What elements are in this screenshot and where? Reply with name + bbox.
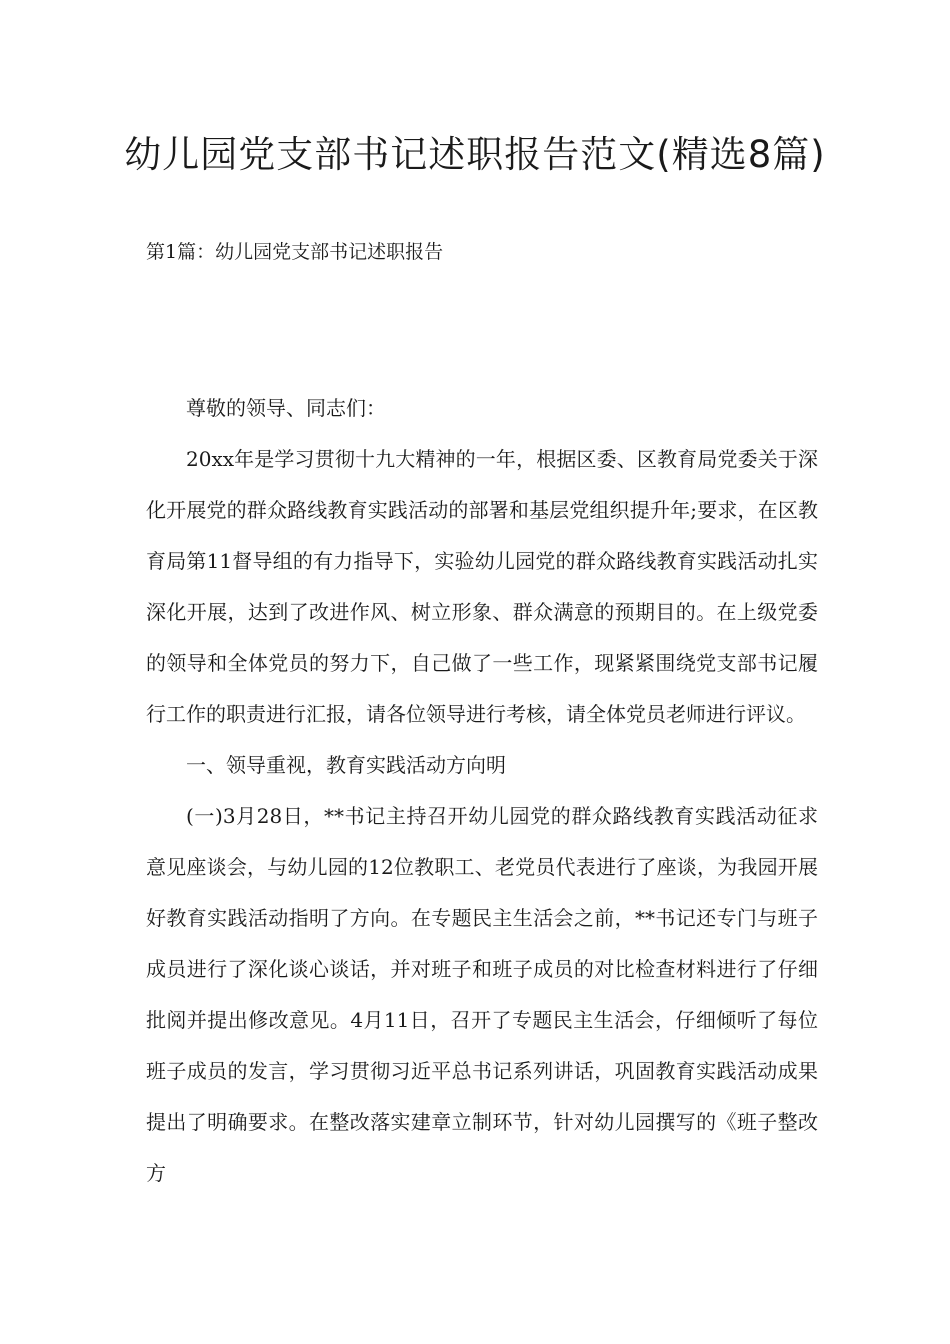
document-body [146,383,818,1199]
salutation-paragraph: 尊敬的领导、同志们： [186,396,386,420]
body-paragraph: (一)3月28日，**书记主持召开幼儿园党的群众路线教育实践活动征求意见座谈会，与幼儿园的12位教职工、老党员代表进行了座谈，为我园开展好教育实践活动指明了方向。在专题民主生活会之前，**书记还专门与班子成员进行了深化谈心谈话，并对班子和班子成员的对比检查材料进行了仔细批阅并提出修改意见。4月11日，召开了专题民主生活会，仔细倾听了每位班子成员的发言，学习贯彻习近平总书记系列讲话，巩固教育实践活动成果提出了明确要求。在整改落实建章立制环节，针对幼儿园撰写的《班子整改方 [146,804,818,1185]
body-paragraph: 20xx年是学习贯彻十九大精神的一年，根据区委、区教育局党委关于深化开展党的群众路线教育实践活动的部署和基层党组织提升年;要求，在区教育局第11督导组的有力指导下，实验幼儿园党的群众路线教育实践活动扎实深化开展，达到了改进作风、树立形象、群众满意的预期目的。在上级党委的领导和全体党员的努力下，自己做了一些工作，现紧紧围绕党支部书记履行工作的职责进行汇报，请各位领导进行考核，请全体党员老师进行评议。 [146,447,818,726]
section-heading: 一、领导重视，教育实践活动方向明 [186,753,506,777]
document-title: 幼儿园党支部书记述职报告范文(精选8篇) [124,133,826,176]
section-subtitle: 第1篇：幼儿园党支部书记述职报告 [146,241,444,263]
